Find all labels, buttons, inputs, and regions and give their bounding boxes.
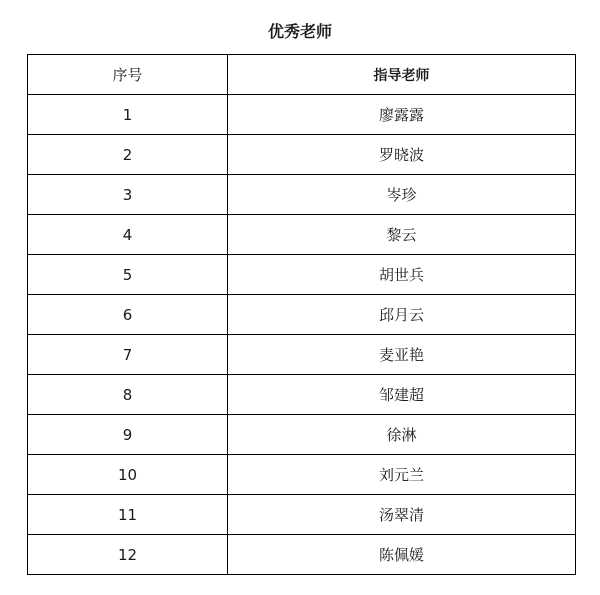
row-number: 9 bbox=[28, 415, 228, 455]
teacher-name: 黎云 bbox=[228, 215, 576, 255]
table-row bbox=[28, 535, 576, 575]
teacher-name: 徐淋 bbox=[228, 415, 576, 455]
teacher-name: 汤翠清 bbox=[228, 495, 576, 535]
row-number: 12 bbox=[28, 535, 228, 575]
row-number: 2 bbox=[28, 135, 228, 175]
table-row bbox=[28, 255, 576, 295]
row-number: 10 bbox=[28, 455, 228, 495]
row-number: 6 bbox=[28, 295, 228, 335]
column-header-teacher: 指导老师 bbox=[228, 55, 576, 95]
row-number: 5 bbox=[28, 255, 228, 295]
table-row bbox=[28, 135, 576, 175]
teacher-name: 麦亚艳 bbox=[228, 335, 576, 375]
table-row bbox=[28, 455, 576, 495]
teacher-name: 刘元兰 bbox=[228, 455, 576, 495]
row-number: 7 bbox=[28, 335, 228, 375]
page-title: 优秀老师 bbox=[267, 22, 332, 41]
teacher-name: 邱月云 bbox=[228, 295, 576, 335]
table-row bbox=[28, 175, 576, 215]
teacher-name: 岑珍 bbox=[228, 175, 576, 215]
teacher-name: 胡世兵 bbox=[228, 255, 576, 295]
row-number: 8 bbox=[28, 375, 228, 415]
teacher-name: 邹建超 bbox=[228, 375, 576, 415]
teacher-name: 廖露露 bbox=[228, 95, 576, 135]
table-row bbox=[28, 415, 576, 455]
table-row bbox=[28, 335, 576, 375]
table-row bbox=[28, 495, 576, 535]
teacher-name: 罗晓波 bbox=[228, 135, 576, 175]
teacher-table bbox=[27, 54, 576, 575]
row-number: 11 bbox=[28, 495, 228, 535]
table-row bbox=[28, 95, 576, 135]
table-row bbox=[28, 215, 576, 255]
column-header-number: 序号 bbox=[28, 55, 228, 95]
row-number: 4 bbox=[28, 215, 228, 255]
row-number: 3 bbox=[28, 175, 228, 215]
teacher-name: 陈佩媛 bbox=[228, 535, 576, 575]
table-header-row bbox=[28, 55, 576, 95]
table-row bbox=[28, 375, 576, 415]
row-number: 1 bbox=[28, 95, 228, 135]
table-row bbox=[28, 295, 576, 335]
